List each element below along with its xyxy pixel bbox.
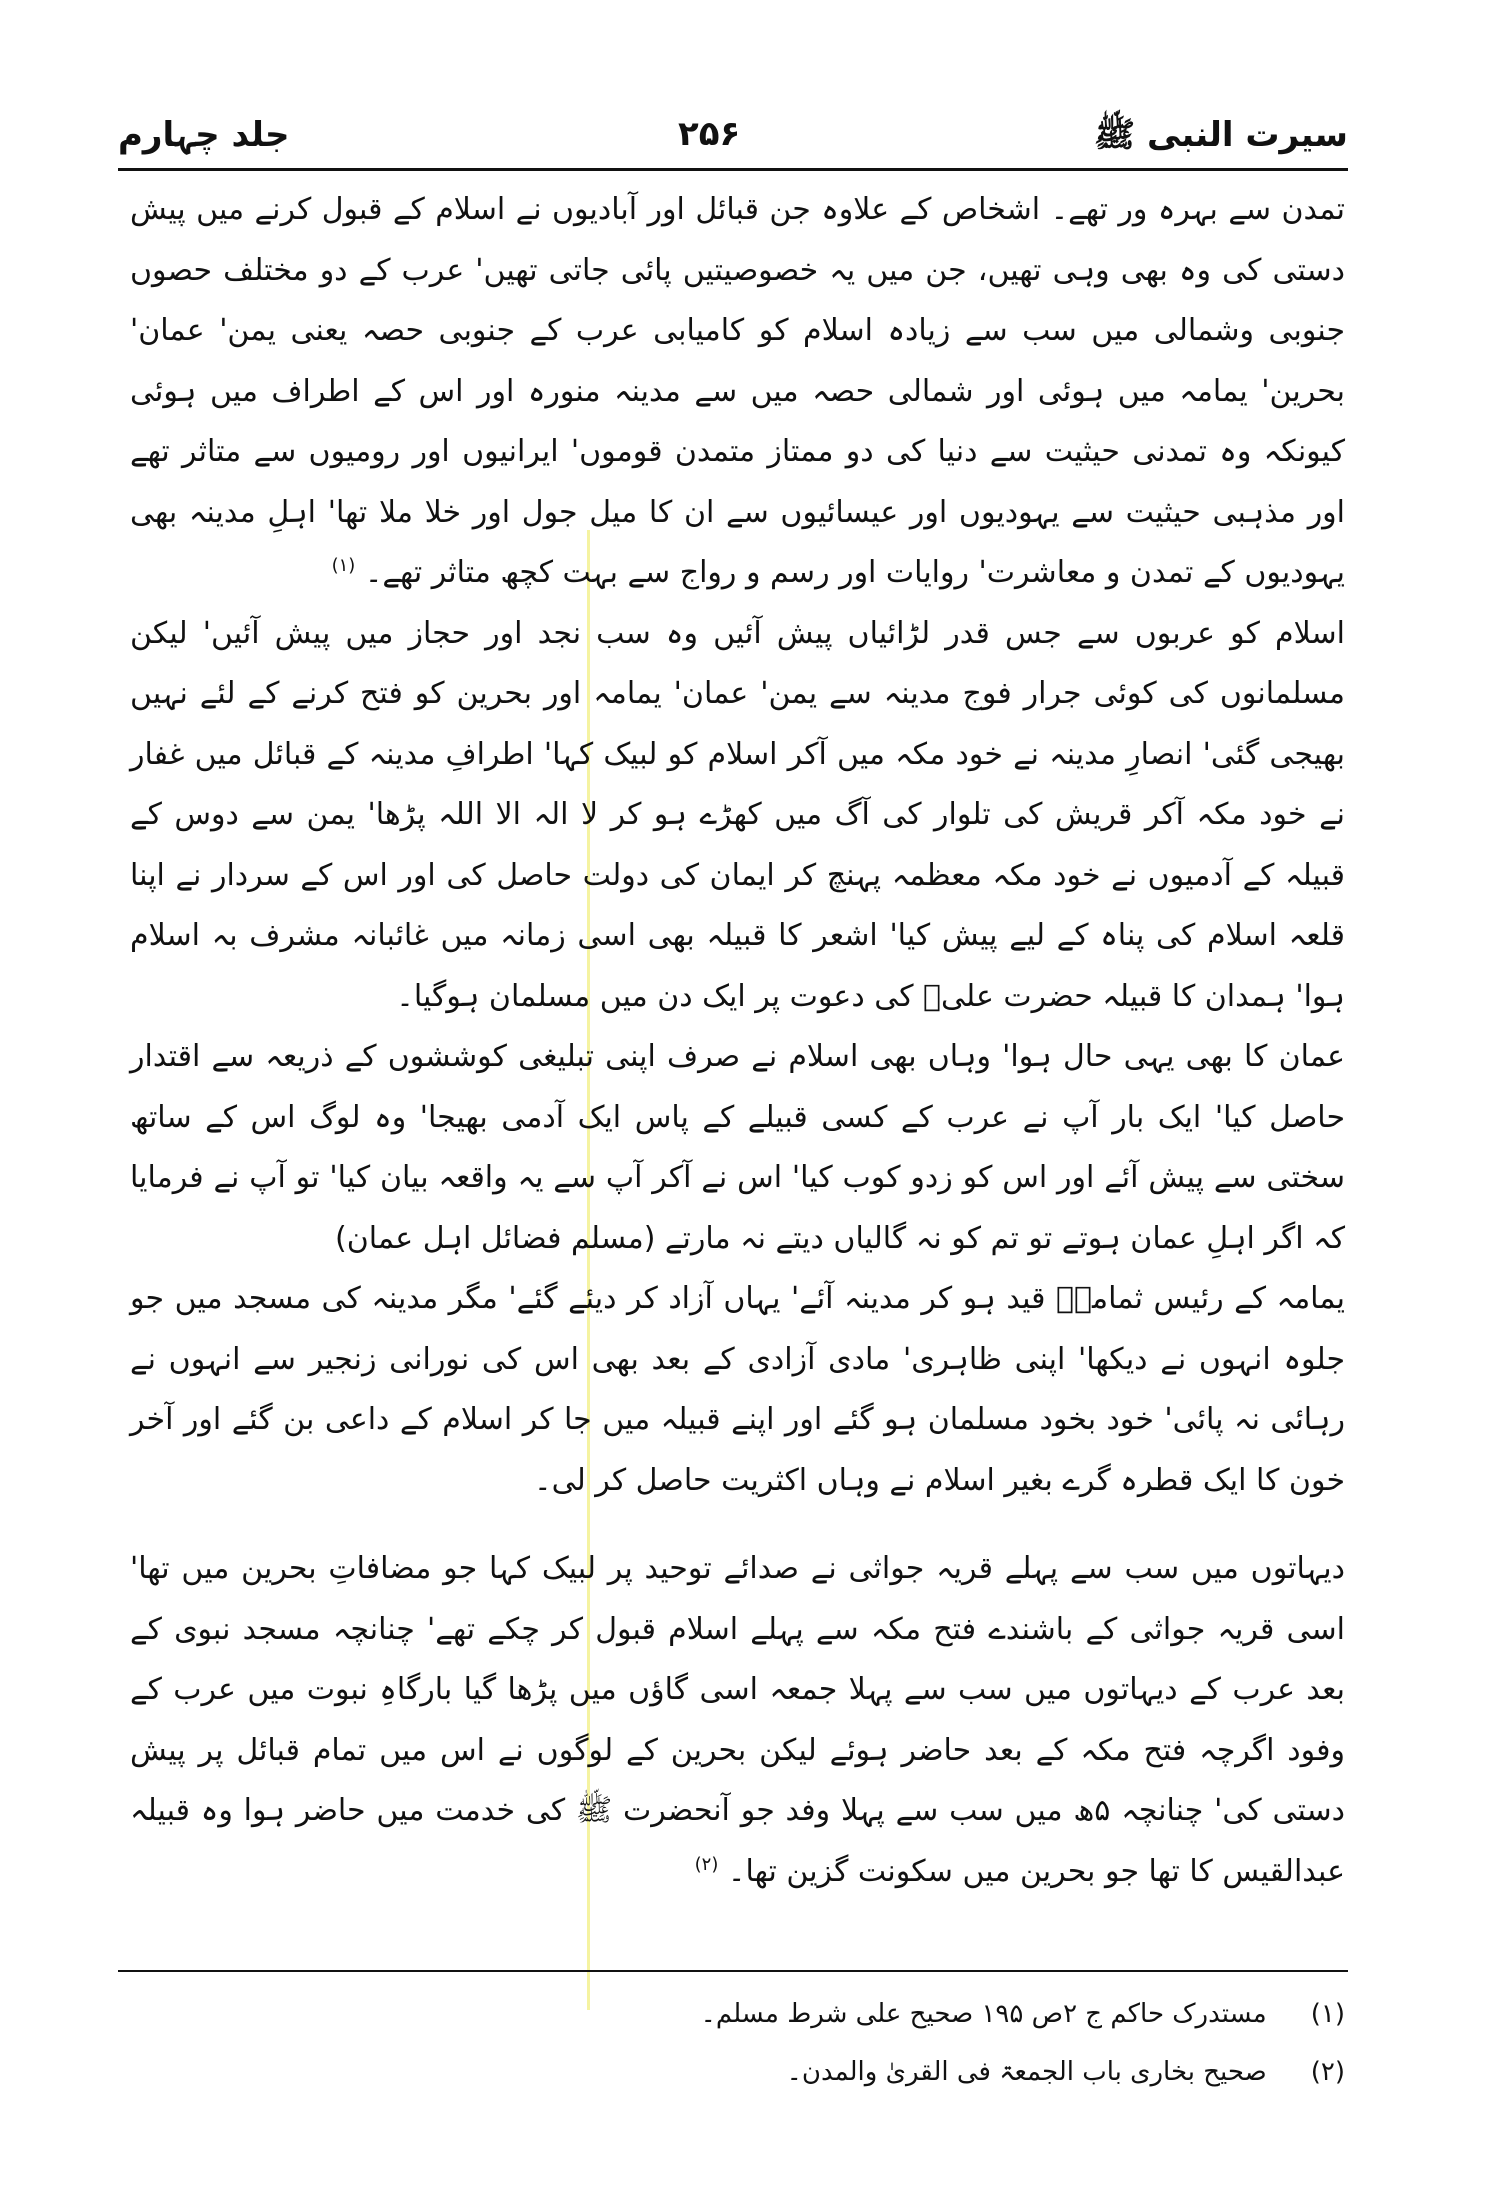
paragraph-2: اسلام کو عربوں سے جس قدر لڑائیاں پیش آئیں وہ سب نجد اور حجاز میں پیش آئیں' لیکن مسلمانوں کی کوئی جرار فوج مدینہ سے یمن' عمان' یمامہ اور بحرین کو فتح کرنے کے لئے نہیں بھیجی گئی' انصارِ مدینہ نے خود مکہ میں آکر اسلام کو لبیک کہا' اطرافِ مدینہ کے قبائل میں غفار نے خود مکہ آکر قریش کی تلوار کی آگ میں کھڑے ہو کر لا الہ الا اللہ پڑھا' یمن سے دوس کے قبیلہ کے آدمیوں نے خود مکہ معظمہ پہنچ کر ایمان کی دولت حاصل کی اور اس کے سردار نے اپنا قلعہ اسلام کی پناہ کے لیے پیش کیا' اشعر کا قبیلہ بھی اسی زمانہ میں غائبانہ مشرف بہ اسلام ہوا' ہمدان کا قبیلہ حضرت علیؓ کی دعوت پر ایک دن میں مسلمان ہوگیا۔ [130, 615, 1345, 1014]
footnote-2 [130, 2043, 1345, 2101]
paragraph-1-text: تمدن سے بہرہ ور تھے۔ اشخاص کے علاوہ جن قبائل اور آبادیوں نے اسلام کے قبول کرنے میں پیش دستی کی وہ بھی وہی تھیں، جن میں یہ خصوصیتیں پائی جاتی تھیں' عرب کے دو مختلف حصوں جنوبی وشمالی میں سب سے زیادہ اسلام کو کامیابی عرب کے جنوبی حصہ یعنی یمن' عمان' بحرین' یمامہ میں ہوئی اور شمالی حصہ میں سے مدینہ منورہ اور اس کے اطراف میں ہوئی کیونکہ وہ تمدنی حیثیت سے دنیا کی دو ممتاز متمدن قوموں' ایرانیوں اور رومیوں سے متاثر تھے اور مذہبی حیثیت سے یہودیوں اور عیسائیوں سے ان کا میل جول اور خلا ملا تھا' اہلِ مدینہ بھی یہودیوں کے تمدن و معاشرت' روایات اور رسم و رواج سے بہت کچھ متاثر تھے۔ [130, 192, 1345, 590]
footnotes [130, 1985, 1345, 2135]
footnote-2-number: (۲) [1310, 2057, 1345, 2087]
page-body [130, 180, 1345, 1960]
footnote-ref-1: (۱) [331, 555, 356, 576]
volume-label: جلد چہارم [118, 115, 290, 155]
footnote-1 [130, 1985, 1345, 2043]
book-title: سیرت النبی ﷺ [1094, 115, 1348, 155]
footnote-divider [118, 1970, 1348, 1972]
footnote-ref-2: (۲) [694, 1853, 719, 1875]
paragraph-3: عمان کا بھی یہی حال ہوا' وہاں بھی اسلام نے صرف اپنی تبلیغی کوششوں کے ذریعہ سے اقتدار حاصل کیا' ایک بار آپ نے عرب کے کسی قبیلے کے پاس ایک آدمی بھیجا' وہ لوگ اس کے ساتھ سختی سے پیش آئے اور اس کو زدو کوب کیا' اس نے آکر آپ سے یہ واقعہ بیان کیا' تو آپ نے فرمایا کہ اگر اہلِ عمان ہوتے تو تم کو نہ گالیاں دیتے نہ مارتے (مسلم فضائل اہل عمان) [130, 1039, 1345, 1256]
footnote-2-text: صحیح بخاری باب الجمعۃ فی القریٰ والمدن۔ [786, 2057, 1267, 2087]
paragraph-5 [130, 1539, 1345, 1902]
footnote-1-number: (۱) [1310, 1999, 1345, 2029]
footnote-1-text: مستدرک حاکم ج ۲ص ۱۹۵ صحیح علی شرط مسلم۔ [700, 1999, 1267, 2029]
paragraph-5-text: دیہاتوں میں سب سے پہلے قریہ جواثی نے صدائے توحید پر لبیک کہا جو مضافاتِ بحرین میں تھا' اسی قریہ جواثی کے باشندے فتح مکہ سے پہلے اسلام قبول کر چکے تھے' چنانچہ مسجد نبوی کے بعد عرب کے دیہاتوں میں سب سے پہلا جمعہ اسی گاؤں میں پڑھا گیا بارگاہِ نبوت میں عرب کے وفود اگرچہ فتح مکہ کے بعد حاضر ہوئے لیکن بحرین کے لوگوں نے اس میں تمام قبائل پر پیش دستی کی' چنانچہ ۵ھ میں سب سے پہلا وفد جو آنحضرت ﷺ کی خدمت میں حاضر ہوا وہ قبیلہ عبدالقیس کا تھا جو بحرین میں سکونت گزین تھا۔ [130, 1551, 1346, 1889]
paragraph-1 [130, 180, 1345, 604]
page-header [118, 110, 1348, 166]
paragraph-4: یمامہ کے رئیس ثمامہؓ قید ہو کر مدینہ آئے' یہاں آزاد کر دیئے گئے' مگر مدینہ کی مسجد میں جو جلوہ انہوں نے دیکھا' اپنی ظاہری' مادی آزادی کے بعد بھی اس کی نورانی زنجیر سے انہوں نے رہائی نہ پائی' خود بخود مسلمان ہو گئے اور اپنے قبیلہ میں جا کر اسلام کے داعی بن گئے اور آخر خون کا ایک قطرہ گرے بغیر اسلام نے وہاں اکثریت حاصل کر لی۔ [130, 1281, 1345, 1498]
header-divider [118, 168, 1348, 171]
page-number: ۲۵۶ [678, 114, 741, 154]
